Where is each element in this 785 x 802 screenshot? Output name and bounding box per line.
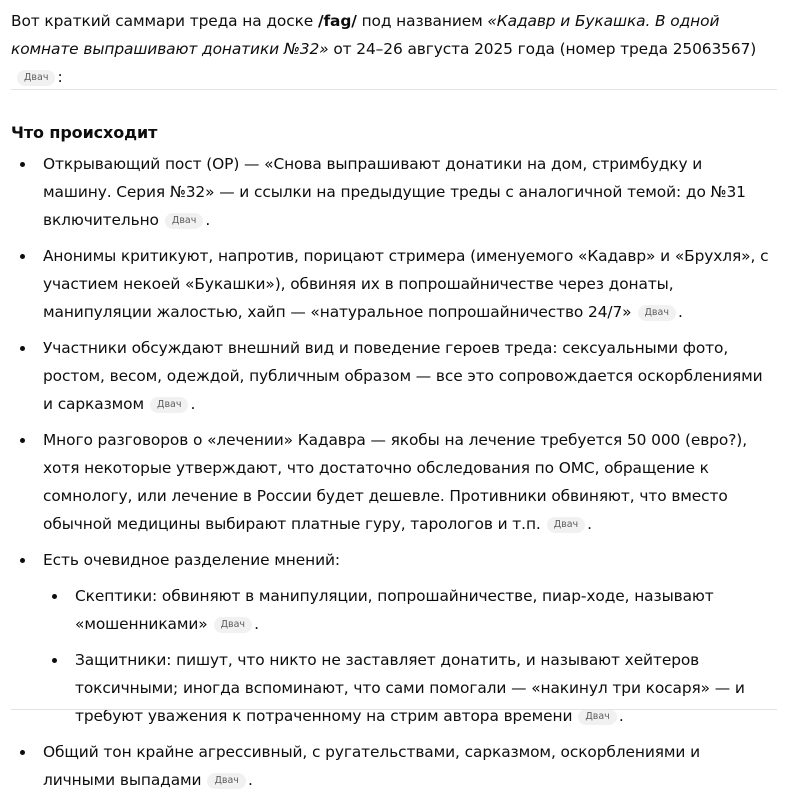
source-badge[interactable]: Двач	[638, 305, 676, 321]
source-badge[interactable]: Двач	[150, 397, 188, 413]
list-item	[11, 738, 775, 794]
item-text: Анонимы критикуют, напротив, порицают стримера (именуемого «Кадавр» и «Брухля», с участием некоей «Букашки»), обвиняя их в попрошайничестве через донаты, манипуляции жалостью, хайп — «натуральное попрошайничество 24/7»	[43, 247, 769, 321]
chat-response	[11, 7, 781, 789]
item-end: .	[190, 395, 196, 413]
item-text: Много разговоров о «лечении» Кадавра — якобы на лечение требуется 50 000 (евро?), хотя некоторые утверждают, что достаточно обследования по ОМС, обращение к сомнологу, или лечение в России будет дешевле. Противники обвиняют, что вместо обычной медицины выбирают платные гуру, тарологов и т.п.	[43, 431, 747, 533]
item-end: .	[254, 615, 259, 633]
item-text: Защитники: пишут, что никто не заставляет донатить, и называют хейтеров токсичными; иногда вспоминают, что сами помогали — «накинул три косаря» — и требуют уважения к потраченному на стрим автора времени	[75, 651, 745, 725]
item-end: .	[205, 211, 211, 229]
item-text: Открывающий пост (OP) — «Снова выпрашивают донатики на дом, стримбудку и машину. Серия №32» — и ссылки на предыдущие треды с аналогичной темой: до №31 включительно	[43, 155, 746, 229]
list-item	[11, 334, 775, 418]
item-end: .	[677, 303, 683, 321]
item-end: .	[247, 771, 253, 789]
divider	[11, 89, 777, 90]
source-badge[interactable]: Двач	[578, 709, 616, 725]
intro-trailing: :	[57, 68, 63, 86]
summary-list	[11, 150, 775, 802]
list-item	[11, 242, 775, 326]
source-badge[interactable]: Двач	[547, 517, 585, 533]
opinions-sublist	[43, 582, 775, 730]
section-heading: Что происходит	[11, 123, 158, 142]
item-text: Участники обсуждают внешний вид и поведение героев треда: сексуальными фото, ростом, весом, одеждой, публичным образом — все это сопровождается оскорблениями и сарказмом	[43, 339, 763, 413]
intro-text: от 24–26 августа 2025 года (номер треда 25063567)	[328, 40, 757, 58]
source-badge[interactable]: Двач	[214, 617, 252, 633]
item-text: Скептики: обвиняют в манипуляции, попрошайничестве, пиар-ходе, называют «мошенниками»	[75, 587, 714, 633]
source-badge[interactable]: Двач	[17, 70, 55, 86]
divider	[11, 709, 777, 710]
board-name: /fag/	[317, 12, 357, 30]
item-end: .	[587, 515, 592, 533]
item-end: .	[618, 707, 624, 725]
list-item	[11, 546, 775, 730]
item-text: Общий тон крайне агрессивный, с ругательствами, сарказмом, оскорблениями и личными выпадами	[43, 743, 701, 789]
sublist-item	[43, 646, 775, 730]
thread-title: «Кадавр и Букашка. В одной комнате выпрашивают донатики №32»	[11, 12, 720, 58]
intro-text: Вот краткий саммари треда на доске	[11, 12, 318, 30]
intro-text: под названием	[356, 12, 488, 30]
sublist-item	[43, 582, 775, 638]
intro-paragraph	[11, 7, 781, 91]
item-text: Есть очевидное разделение мнений:	[43, 551, 340, 569]
source-badge[interactable]: Двач	[207, 773, 245, 789]
list-item	[11, 150, 775, 234]
list-item	[11, 426, 775, 538]
source-badge[interactable]: Двач	[165, 213, 203, 229]
